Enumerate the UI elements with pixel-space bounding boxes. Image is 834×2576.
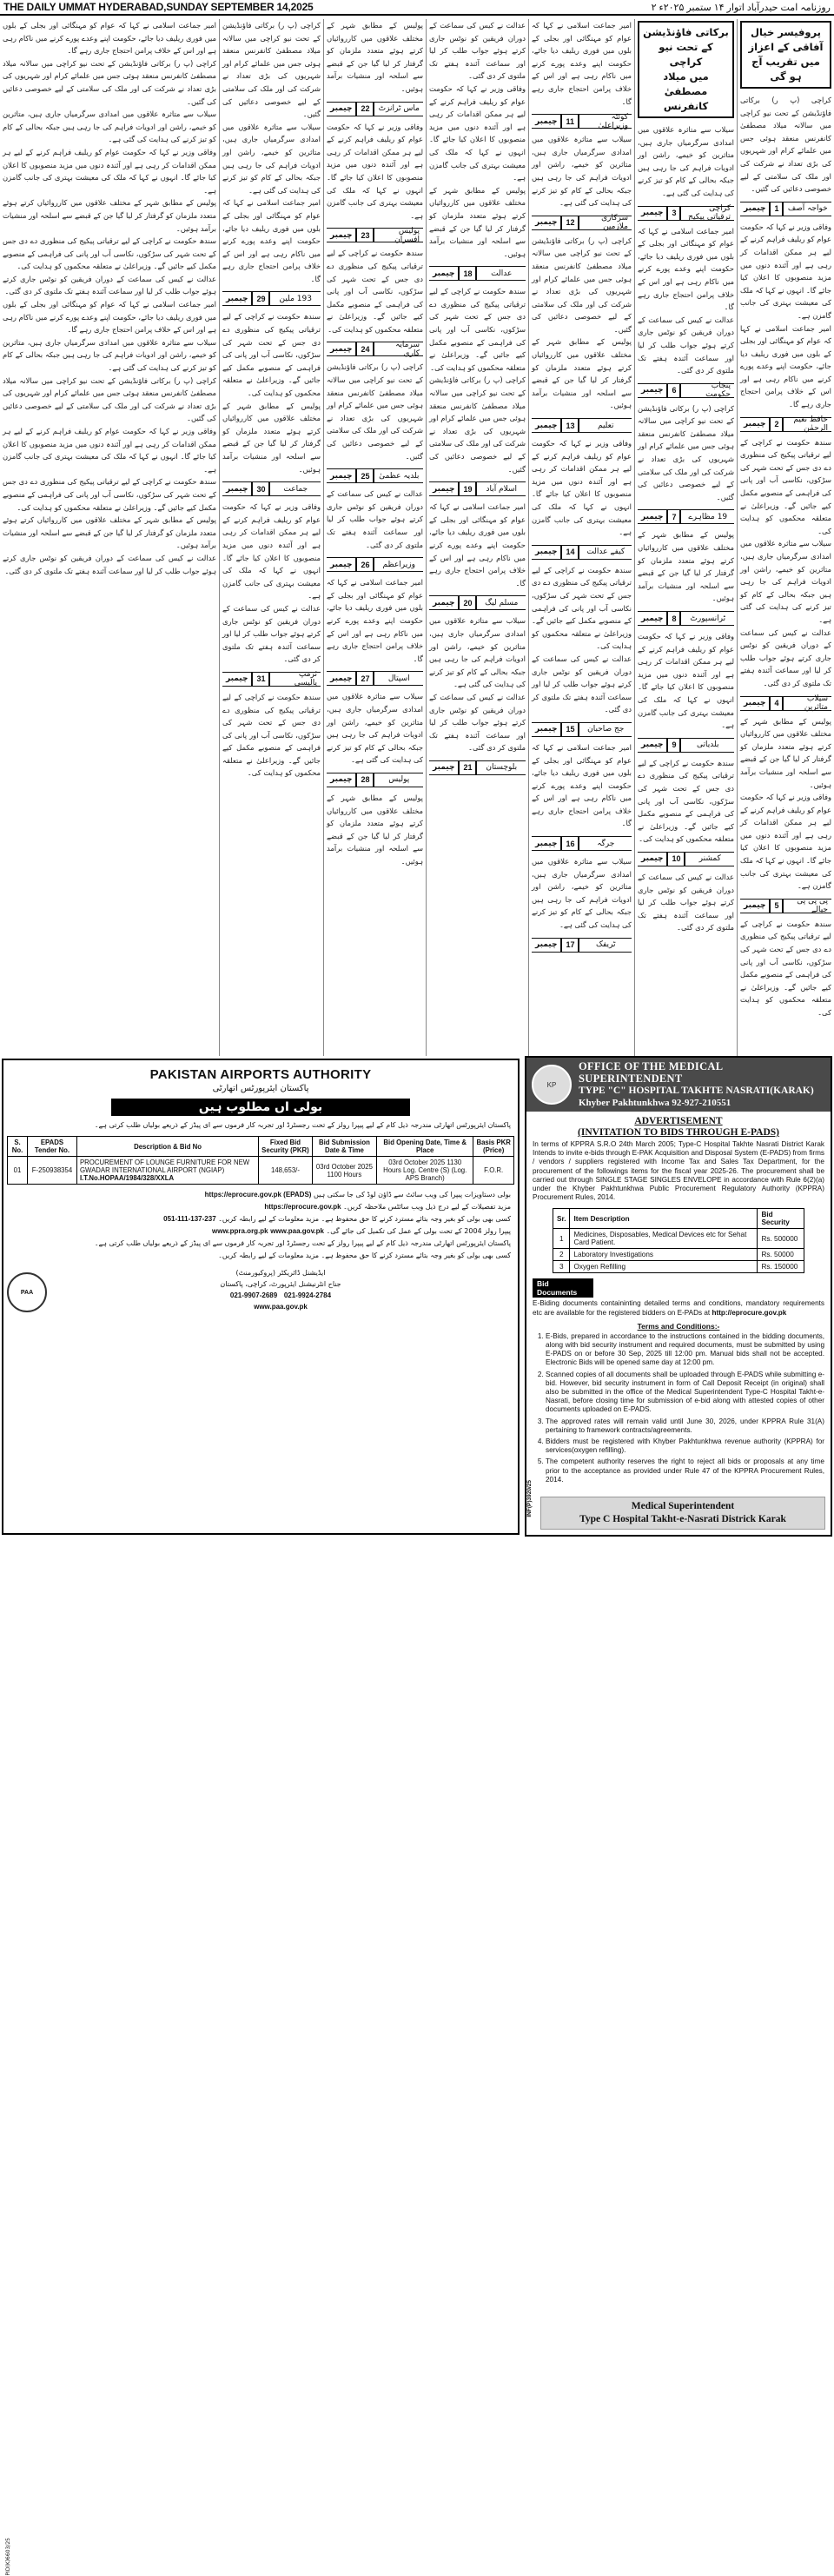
article-text: پولیس کے مطابق شہر کے مختلف علاقوں میں کارروائیاں کرتے ہوئے متعدد ملزمان کو گرفتار کر لیا گیا جن کے قبضے سے اسلحہ اور منشیات برآمد ہوئیں۔ bbox=[327, 793, 423, 866]
table-row: 3 Oxygen Refilling Rs. 150000 bbox=[553, 1261, 804, 1273]
article-text: سیلاب سے متاثرہ علاقوں میں امدادی سرگرمیاں جاری ہیں، متاثرین کو خیمے، راشن اور ادویات فراہم کی جا رہی ہیں جبکہ بحالی کے کام کو تیز کرنے کی ہدایت کی گئی ہے۔ bbox=[638, 125, 734, 197]
article-text: عدالت نے کیس کی سماعت کے دوران فریقین کو نوٹس جاری کرتے ہوئے جواب طلب کر لیا اور سماعت آئندہ ہفتے تک ملتوی کر دی گئی۔ bbox=[532, 654, 632, 714]
section-header: چیمبر 26 وزیراعظم bbox=[327, 557, 423, 572]
article-text: عدالت نے کیس کی سماعت کے دوران فریقین کو نوٹس جاری کرتے ہوئے جواب طلب کر لیا اور سماعت آئندہ ہفتے تک ملتوی کر دی گئی۔ bbox=[429, 692, 526, 753]
article-text: پولیس کے مطابق شہر کے مختلف علاقوں میں کارروائیاں کرتے ہوئے متعدد ملزمان کو گرفتار کر لیا گیا جن کے قبضے سے اسلحہ اور منشیات برآمد ہوئیں۔ bbox=[327, 21, 423, 93]
article-text: سندھ حکومت نے کراچی کے لیے ترقیاتی پیکیج کی منظوری دے دی جس کے تحت شہر کی سڑکوں، نکاسی آب اور پانی کی فراہمی کے منصوبے مکمل کیے جائیں گے۔ وزیراعلیٰ نے متعلقہ محکموں کو ہدایت کی۔ bbox=[222, 312, 321, 398]
paa-para-3: کسی بھی بولی کو بغیر وجہ بتائے مسترد کرنے کا حق محفوظ ہے۔ مزید معلومات کے لیے رابطہ کریں۔ 051-111-137-237 bbox=[163, 1215, 511, 1223]
section-header: چیمبر 11 کوئٹہ وزیراعلیٰ bbox=[532, 114, 632, 129]
section-header: چیمبر 20 مسلم لیگ bbox=[429, 595, 526, 610]
section-header: چیمبر 4 سیلاب متاثرین bbox=[740, 696, 831, 711]
article-text: سیلاب سے متاثرہ علاقوں میں امدادی سرگرمیاں جاری ہیں، متاثرین کو خیمے، راشن اور ادویات فراہم کی جا رہی ہیں جبکہ بحالی کے کام کو تیز کرنے کی ہدایت کی گئی ہے۔ bbox=[222, 122, 321, 195]
paa-website[interactable]: www.paa.gov.pk bbox=[254, 1303, 308, 1311]
article-text: پولیس کے مطابق شہر کے مختلف علاقوں میں کارروائیاں کرتے ہوئے متعدد ملزمان کو گرفتار کر لیا گیا جن کے قبضے سے اسلحہ اور منشیات برآمد ہوئیں۔ bbox=[740, 716, 831, 789]
section-header: چیمبر 6 پنجاب حکومت bbox=[638, 383, 734, 398]
article-text: کراچی (پ ر) برکاتی فاؤنڈیشن کے تحت نیو کراچی میں سالانہ میلاد مصطفیٰ کانفرنس منعقد ہوئی جس میں علمائے کرام اور شہریوں کی بڑی تعداد نے شرکت کی اور ملک کی سلامتی کے لیے خصوصی دعائیں کی گئیں۔ bbox=[532, 236, 632, 334]
section-header: چیمبر 31 ٹرمپ پالیسی bbox=[222, 672, 321, 687]
news-column-1 bbox=[737, 19, 834, 1056]
section-header: چیمبر 18 عدالت bbox=[429, 266, 526, 281]
article-text: وفاقی وزیر نے کہا کہ حکومت عوام کو ریلیف فراہم کرنے کے لیے ہر ممکن اقدامات کر رہی ہے اور آئندہ دنوں میں مزید منصوبوں کا اعلان کیا جائے گا۔ انہوں نے کہا کہ ملک کی معیشت بہتری کی جانب گامزن ہے۔ bbox=[3, 147, 216, 195]
section-header: چیمبر 28 پولیس bbox=[327, 773, 423, 787]
news-column-6 bbox=[219, 19, 323, 1056]
article-text: کراچی (پ ر) برکاتی فاؤنڈیشن کے تحت نیو کراچی میں سالانہ میلاد مصطفیٰ کانفرنس منعقد ہوئی جس میں علمائے کرام اور شہریوں کی بڑی تعداد نے شرکت کی اور ملک کی سلامتی کے لیے خصوصی دعائیں کی گئیں۔ bbox=[429, 375, 526, 474]
article-text: کراچی (پ ر) برکاتی فاؤنڈیشن کے تحت نیو کراچی میں سالانہ میلاد مصطفیٰ کانفرنس منعقد ہوئی جس میں علمائے کرام اور شہریوں کی بڑی تعداد نے شرکت کی اور ملک کی سلامتی کے لیے خصوصی دعائیں کی گئیں۔ bbox=[3, 375, 216, 423]
article-text: امیر جماعت اسلامی نے کہا کہ عوام کو مہنگائی اور بجلی کے بلوں میں فوری ریلیف دیا جائے، حکومت اپنے وعدے پورے کرنے میں ناکام رہی ہے اور اس کے خلاف پرامن احتجاج جاری رہے گا۔ bbox=[3, 21, 216, 56]
section-header: چیمبر 21 بلوچستان bbox=[429, 760, 526, 775]
headline-box bbox=[740, 21, 831, 89]
section-header: چیمبر 15 جج صاحبان bbox=[532, 722, 632, 737]
article-text: سندھ حکومت نے کراچی کے لیے ترقیاتی پیکیج کی منظوری دے دی جس کے تحت شہر کی سڑکوں، نکاسی آب اور پانی کی فراہمی کے منصوبے مکمل کیے جائیں گے۔ وزیراعلیٰ نے متعلقہ محکموں کو ہدایت کی۔ bbox=[222, 692, 321, 778]
headline-line: میں تقریب آج ہو گی bbox=[751, 56, 820, 83]
news-column-5 bbox=[323, 19, 426, 1056]
article-text: سیلاب سے متاثرہ علاقوں میں امدادی سرگرمیاں جاری ہیں، متاثرین کو خیمے، راشن اور ادویات فراہم کی جا رہی ہیں جبکہ بحالی کے کام کو تیز کرنے کی ہدایت کی گئی ہے۔ bbox=[532, 135, 632, 208]
paa-phone: 051-111-137-237 bbox=[163, 1215, 216, 1223]
terms-title: Terms and Conditions:- bbox=[637, 1321, 720, 1331]
paa-tender-table bbox=[7, 1136, 514, 1185]
urdu-dateline: روزنامہ امت حیدرآباد اتوار ۱۴ ستمبر ۲۰۲۵ء ۲ bbox=[651, 2, 831, 13]
paa-intro: پاکستان ایئرپورٹس اتھارٹی مندرجہ ذیل کام کے لیے پیپرا رولز کے تحت رجسٹرڈ اور تجربہ کار فرموں سے ای پیڈز کے ذریعے بولیاں طلب کرتی ہے۔ bbox=[94, 1121, 511, 1129]
article-text: کراچی (پ ر) برکاتی فاؤنڈیشن کے تحت نیو کراچی میں سالانہ میلاد مصطفیٰ کانفرنس منعقد ہوئی جس میں علمائے کرام اور شہریوں کی بڑی تعداد نے شرکت کی اور ملک کی سلامتی کے لیے خصوصی دعائیں کی گئیں۔ bbox=[740, 96, 831, 194]
section-header: چیمبر 25 بلدیہ عظمیٰ bbox=[327, 468, 423, 483]
advertisement-heading: ADVERTISEMENT (INVITATION TO BIDS THROUGH E-PADS) bbox=[578, 1116, 779, 1138]
article-text: امیر جماعت اسلامی نے کہا کہ عوام کو مہنگائی اور بجلی کے بلوں میں فوری ریلیف دیا جائے، حکومت اپنے وعدے پورے کرنے میں ناکام رہی ہے اور اس کے خلاف پرامن احتجاج جاری رہے گا۔ bbox=[429, 502, 526, 588]
article-text: امیر جماعت اسلامی نے کہا کہ عوام کو مہنگائی اور بجلی کے بلوں میں فوری ریلیف دیا جائے، حکومت اپنے وعدے پورے کرنے میں ناکام رہی ہے اور اس کے خلاف پرامن احتجاج جاری رہے گا۔ bbox=[532, 742, 632, 828]
paa-intro-repeat: پاکستان ایئرپورٹس اتھارٹی مندرجہ ذیل کام کے لیے پیپرا رولز کے تحت رجسٹرڈ اور تجربہ کار فرموں سے ای پیڈز کے ذریعے بولیاں طلب کرتی ہے۔ bbox=[94, 1239, 511, 1247]
section-header: چیمبر 9 بلدیاتی bbox=[638, 738, 734, 753]
section-header: چیمبر 13 تعلیم bbox=[532, 418, 632, 433]
section-header: چیمبر 30 جماعت bbox=[222, 481, 321, 496]
newspaper-title: THE DAILY UMMAT HYDERABAD,SUNDAY SEPTEMBER 14,2025 bbox=[3, 1, 314, 13]
section-header: چیمبر 2 حافظ نعیم الرحمٰن bbox=[740, 417, 831, 432]
article-text: سندھ حکومت نے کراچی کے لیے ترقیاتی پیکیج کی منظوری دے دی جس کے تحت شہر کی سڑکوں، نکاسی آب اور پانی کی فراہمی کے منصوبے مکمل کیے جائیں گے۔ وزیراعلیٰ نے متعلقہ محکموں کو ہدایت کی۔ bbox=[740, 437, 831, 535]
list-item: 3. The approved rates will remain valid until June 30, 2026, under KPPRA Rule 31(A) pertaining to framework contracts/agreements. bbox=[546, 1417, 824, 1435]
paa-footer bbox=[7, 1267, 514, 1312]
eprocure-link[interactable]: https://eprocure.gov.pk (EPADS) bbox=[204, 1191, 312, 1198]
article-text: کراچی (پ ر) برکاتی فاؤنڈیشن کے تحت نیو کراچی میں سالانہ میلاد مصطفیٰ کانفرنس منعقد ہوئی جس میں علمائے کرام اور شہریوں کی بڑی تعداد نے شرکت کی اور ملک کی سلامتی کے لیے خصوصی دعائیں کی گئیں۔ bbox=[638, 403, 734, 501]
article-text: پولیس کے مطابق شہر کے مختلف علاقوں میں کارروائیاں کرتے ہوئے متعدد ملزمان کو گرفتار کر لیا گیا جن کے قبضے سے اسلحہ اور منشیات برآمد ہوئیں۔ bbox=[638, 530, 734, 603]
cell-opening: 03rd October 2025 1130 Hours Log. Centre (S) (Log. APS Branch) bbox=[377, 1157, 473, 1185]
table-header: Description & Bid No bbox=[76, 1137, 258, 1157]
list-item: 2. Scanned copies of all documents shall be uploaded through E-PADS while submitting e-bid. However, bid security instrument in form of Call Deposit Receipt (in original) shall also be submitted in the office of the Medical Superintendent Type-C Hospital Takht-e-Nasrati, before closing time for submission of e-bid along with attested copies of other documents uploaded on E-PADS. bbox=[546, 1371, 824, 1415]
paa-banner: بولی اں مطلوب ہیں bbox=[111, 1099, 410, 1116]
hospital-name: TYPE "C" HOSPITAL TAKHTE NASRATI(KARAK) bbox=[579, 1086, 814, 1096]
news-column-3 bbox=[528, 19, 634, 1056]
cell-security: 148,653/- bbox=[259, 1157, 313, 1185]
article-text: وفاقی وزیر نے کہا کہ حکومت عوام کو ریلیف فراہم کرنے کے لیے ہر ممکن اقدامات کر رہی ہے اور آئندہ دنوں میں مزید منصوبوں کا اعلان کیا جائے گا۔ انہوں نے کہا کہ ملک کی معیشت بہتری کی جانب گامزن ہے۔ bbox=[222, 502, 321, 601]
article-text: کراچی (پ ر) برکاتی فاؤنڈیشن کے تحت نیو کراچی میں سالانہ میلاد مصطفیٰ کانفرنس منعقد ہوئی جس میں علمائے کرام اور شہریوں کی بڑی تعداد نے شرکت کی اور ملک کی سلامتی کے لیے خصوصی دعائیں کی گئیں۔ bbox=[222, 21, 321, 119]
paa-title: PAKISTAN AIRPORTS AUTHORITY bbox=[149, 1067, 372, 1082]
article-text: کراچی (پ ر) برکاتی فاؤنڈیشن کے تحت نیو کراچی میں سالانہ میلاد مصطفیٰ کانفرنس منعقد ہوئی جس میں علمائے کرام اور شہریوں کی بڑی تعداد نے شرکت کی اور ملک کی سلامتی کے لیے خصوصی دعائیں کی گئیں۔ bbox=[327, 362, 423, 461]
article-text: عدالت نے کیس کی سماعت کے دوران فریقین کو نوٹس جاری کرتے ہوئے جواب طلب کر لیا اور سماعت آئندہ ہفتے تک ملتوی کر دی گئی۔ bbox=[638, 315, 734, 375]
signature-block: Medical Superintendent Type C Hospital Takht-e-Nasrati Districk Karak bbox=[540, 1497, 825, 1530]
eprocure-link-2[interactable]: https://eprocure.gov.pk bbox=[264, 1203, 341, 1211]
article-text: سیلاب سے متاثرہ علاقوں میں امدادی سرگرمیاں جاری ہیں، متاثرین کو خیمے، راشن اور ادویات فراہم کی جا رہی ہیں جبکہ بحالی کے کام کو تیز کرنے کی ہدایت کی گئی ہے۔ bbox=[532, 857, 632, 930]
article-text: عدالت نے کیس کی سماعت کے دوران فریقین کو نوٹس جاری کرتے ہوئے جواب طلب کر لیا اور سماعت آئندہ ہفتے تک ملتوی کر دی گئی۔ bbox=[740, 627, 831, 687]
headline-line: پروفیسر خیال آفاقی کے اعزاز bbox=[748, 26, 824, 53]
article-text: سندھ حکومت نے کراچی کے لیے ترقیاتی پیکیج کی منظوری دے دی جس کے تحت شہر کی سڑکوں، نکاسی آب اور پانی کی فراہمی کے منصوبے مکمل کیے جائیں گے۔ وزیراعلیٰ نے متعلقہ محکموں کو ہدایت کی۔ bbox=[3, 477, 216, 512]
article-text: وفاقی وزیر نے کہا کہ حکومت عوام کو ریلیف فراہم کرنے کے لیے ہر ممکن اقدامات کر رہی ہے اور آئندہ دنوں میں مزید منصوبوں کا اعلان کیا جائے گا۔ انہوں نے کہا کہ ملک کی معیشت بہتری کی جانب گامزن ہے۔ bbox=[532, 439, 632, 537]
article-text: سندھ حکومت نے کراچی کے لیے ترقیاتی پیکیج کی منظوری دے دی جس کے تحت شہر کی سڑکوں، نکاسی آب اور پانی کی فراہمی کے منصوبے مکمل کیے جائیں گے۔ وزیراعلیٰ نے متعلقہ محکموں کو ہدایت کی۔ bbox=[638, 758, 734, 844]
section-header: چیمبر 10 کمشنر bbox=[638, 852, 734, 866]
headline-line: برکاتی فاؤنڈیشن کے تحت نیو کراچی bbox=[643, 26, 729, 68]
article-text: وفاقی وزیر نے کہا کہ حکومت عوام کو ریلیف فراہم کرنے کے لیے ہر ممکن اقدامات کر رہی ہے اور آئندہ دنوں میں مزید منصوبوں کا اعلان کیا جائے گا۔ انہوں نے کہا کہ ملک کی معیشت بہتری کی جانب گامزن ہے۔ bbox=[740, 793, 831, 891]
section-header: چیمبر 14 کیفے عدالت bbox=[532, 545, 632, 560]
article-text: عدالت نے کیس کی سماعت کے دوران فریقین کو نوٹس جاری کرتے ہوئے جواب طلب کر لیا اور سماعت آئندہ ہفتے تک ملتوی کر دی گئی۔ bbox=[3, 553, 216, 575]
section-header: چیمبر 24 سرمایہ کاری bbox=[327, 342, 423, 356]
article-text: امیر جماعت اسلامی نے کہا کہ عوام کو مہنگائی اور بجلی کے بلوں میں فوری ریلیف دیا جائے، حکومت اپنے وعدے پورے کرنے میں ناکام رہی ہے اور اس کے خلاف پرامن احتجاج جاری رہے گا۔ bbox=[740, 323, 831, 409]
table-header: Item Description bbox=[570, 1209, 758, 1229]
office-title: OFFICE OF THE MEDICAL SUPERINTENDENT bbox=[579, 1060, 723, 1085]
table-header: S. No. bbox=[8, 1137, 28, 1157]
news-column-4 bbox=[426, 19, 528, 1056]
cell-submission: 03rd October 2025 1100 Hours bbox=[312, 1157, 376, 1185]
table-row bbox=[8, 1157, 514, 1185]
article-text: پولیس کے مطابق شہر کے مختلف علاقوں میں کارروائیاں کرتے ہوئے متعدد ملزمان کو گرفتار کر لیا گیا جن کے قبضے سے اسلحہ اور منشیات برآمد ہوئیں۔ bbox=[532, 337, 632, 410]
paa-para-repeat: کسی بھی بولی کو بغیر وجہ بتائے مسترد کرنے کا حق محفوظ ہے۔ مزید معلومات کے لیے رابطہ کریں۔ bbox=[218, 1251, 511, 1259]
hospital-region: Khyber Pakhtunkhwa 92-927-210551 bbox=[579, 1098, 731, 1108]
section-header: چیمبر 3 کراچی ترقیاتی پیکیج bbox=[638, 206, 734, 221]
cell-basis: F.O.R. bbox=[473, 1157, 514, 1185]
article-text: عدالت نے کیس کی سماعت کے دوران فریقین کو نوٹس جاری کرتے ہوئے جواب طلب کر لیا اور سماعت آئندہ ہفتے تک ملتوی کر دی گئی۔ bbox=[638, 872, 734, 933]
table-row: 1 Medicines, Disposables, Medical Devices etc for Sehat Card Patient. Rs. 500000 bbox=[553, 1229, 804, 1249]
paa-tender-ad bbox=[2, 1059, 520, 2576]
ppra-link[interactable]: www.ppra.org.pk bbox=[212, 1227, 268, 1235]
article-text: سندھ حکومت نے کراچی کے لیے ترقیاتی پیکیج کی منظوری دے دی جس کے تحت شہر کی سڑکوں، نکاسی آب اور پانی کی فراہمی کے منصوبے مکمل کیے جائیں گے۔ وزیراعلیٰ نے متعلقہ محکموں کو ہدایت کی۔ bbox=[327, 249, 423, 334]
table-header: Bid Submission Date & Time bbox=[312, 1137, 376, 1157]
article-text: سندھ حکومت نے کراچی کے لیے ترقیاتی پیکیج کی منظوری دے دی جس کے تحت شہر کی سڑکوں، نکاسی آب اور پانی کی فراہمی کے منصوبے مکمل کیے جائیں گے۔ وزیراعلیٰ نے متعلقہ محکموں کو ہدایت کی۔ bbox=[3, 236, 216, 271]
article-text: وفاقی وزیر نے کہا کہ حکومت عوام کو ریلیف فراہم کرنے کے لیے ہر ممکن اقدامات کر رہی ہے اور آئندہ دنوں میں مزید منصوبوں کا اعلان کیا جائے گا۔ انہوں نے کہا کہ ملک کی معیشت بہتری کی جانب گامزن ہے۔ bbox=[740, 222, 831, 320]
article-text: عدالت نے کیس کی سماعت کے دوران فریقین کو نوٹس جاری کرتے ہوئے جواب طلب کر لیا اور سماعت آئندہ ہفتے تک ملتوی کر دی گئی۔ bbox=[327, 489, 423, 549]
section-header: چیمبر 16 جرگہ bbox=[532, 836, 632, 851]
section-header: چیمبر 12 سرکاری ملازمین bbox=[532, 216, 632, 230]
article-text: سیلاب سے متاثرہ علاقوں میں امدادی سرگرمیاں جاری ہیں، متاثرین کو خیمے، راشن اور ادویات فراہم کی جا رہی ہیں جبکہ بحالی کے کام کو تیز کرنے کی ہدایت کی گئی ہے۔ bbox=[3, 337, 216, 373]
paa-para-2: مزید تفصیلات کے لیے درج ذیل ویب سائٹس ملاحظہ کریں۔ https://eprocure.gov.pk bbox=[264, 1203, 511, 1211]
section-header: چیمبر 19 اسلام آباد bbox=[429, 481, 526, 496]
section-header: چیمبر 1 خواجہ آصف bbox=[740, 202, 831, 216]
eprocure-url[interactable]: http://eprocure.gov.pk bbox=[712, 1308, 787, 1317]
list-item: 5. The competent authority reserves the right to reject all bids or proposals at any time prior to the acceptance as provided under Rule 47 of the KPPRA Procurement Rules, 2014. bbox=[546, 1457, 824, 1484]
cell-description: PROCUREMENT OF LOUNGE FURNITURE FOR NEW GWADAR INTERNATIONAL AIRPORT (NGIAP) I.T.No.HOPAA/1984/328/XXLA bbox=[76, 1157, 258, 1185]
table-header: Sr. bbox=[553, 1209, 570, 1229]
list-item: 1. E-Bids, prepared in accordance to the instructions contained in the bidding documents, along with bid security instrument and required documents, must be submitted by using E-PADS on or before 30 Sep, 2025 till 12:00 pm. Manual bids shall not be accepted. Electronic Bids will be opened same day at 12:00 pm. bbox=[546, 1332, 824, 1368]
article-text: پولیس کے مطابق شہر کے مختلف علاقوں میں کارروائیاں کرتے ہوئے متعدد ملزمان کو گرفتار کر لیا گیا جن کے قبضے سے اسلحہ اور منشیات برآمد ہوئیں۔ bbox=[222, 401, 321, 474]
section-header: چیمبر 23 پولیس افسران bbox=[327, 228, 423, 242]
section-header: چیمبر 5 پی پی پی جیالے bbox=[740, 899, 831, 913]
news-columns bbox=[0, 19, 834, 1056]
article-text: سیلاب سے متاثرہ علاقوں میں امدادی سرگرمیاں جاری ہیں، متاثرین کو خیمے، راشن اور ادویات فراہم کی جا رہی ہیں جبکہ بحالی کے کام کو تیز کرنے کی ہدایت کی گئی ہے۔ bbox=[327, 692, 423, 765]
article-text: کراچی (پ ر) برکاتی فاؤنڈیشن کے تحت نیو کراچی میں سالانہ میلاد مصطفیٰ کانفرنس منعقد ہوئی جس میں علمائے کرام اور شہریوں کی بڑی تعداد نے شرکت کی اور ملک کی سلامتی کے لیے خصوصی دعائیں کی گئیں۔ bbox=[3, 58, 216, 106]
bid-documents-label: Bid Documents bbox=[533, 1278, 593, 1298]
paa-link[interactable]: www.paa.gov.pk bbox=[270, 1227, 324, 1235]
table-header: EPADS Tender No. bbox=[28, 1137, 77, 1157]
table-row: 2 Laboratory Investigations Rs. 50000 bbox=[553, 1249, 804, 1261]
article-text: سندھ حکومت نے کراچی کے لیے ترقیاتی پیکیج کی منظوری دے دی جس کے تحت شہر کی سڑکوں، نکاسی آب اور پانی کی فراہمی کے منصوبے مکمل کیے جائیں گے۔ وزیراعلیٰ نے متعلقہ محکموں کو ہدایت کی۔ bbox=[740, 919, 831, 1017]
section-header: چیمبر 22 ماس ٹرانزٹ bbox=[327, 102, 423, 116]
table-header: Bid Opening Date, Time & Place bbox=[377, 1137, 473, 1157]
article-text: پولیس کے مطابق شہر کے مختلف علاقوں میں کارروائیاں کرتے ہوئے متعدد ملزمان کو گرفتار کر لیا گیا جن کے قبضے سے اسلحہ اور منشیات برآمد ہوئیں۔ bbox=[3, 515, 216, 550]
hospital-tender-ad bbox=[525, 1056, 832, 1537]
table-header: Bid Security bbox=[758, 1209, 804, 1229]
phone: 021-9924-2784 bbox=[283, 1291, 332, 1299]
paa-para-4: پیپرا رولز 2004 کے تحت بولی کے عمل کی تکمیل کی جائے گی۔ www.ppra.org.pk www.paa.gov.pk bbox=[212, 1227, 511, 1235]
article-text: سیلاب سے متاثرہ علاقوں میں امدادی سرگرمیاں جاری ہیں، متاثرین کو خیمے، راشن اور ادویات فراہم کی جا رہی ہیں جبکہ بحالی کے کام کو تیز کرنے کی ہدایت کی گئی ہے۔ bbox=[3, 110, 216, 144]
hospital-intro: In terms of KPPRA S.R.O 24th March 2005; Type-C Hospital Takhte Nasrati District Karak Intends to invite e-bids through E-PAK Acquisition and Disposal System (E-PADS) from firms / vendors / suppliers registered with Income Tax and Sales Tax Department, for the procurement of the followings items for the fiscal year 2025-26. The procurement shall be carried out through SINGLE STAGE SINGLES ENVELOPE in accordance with Rule 6(2)(a) under the Khyber Pakhtunkhwa Public Procurement Regulatory Authority (KPPRA) Procurement Rules, 2014. bbox=[533, 1140, 824, 1202]
headline-line: میں میلاد مصطفیٰ کانفرنس bbox=[663, 70, 709, 112]
list-item: 4. Bidders must be registered with Khyber Pakhtunkhwa revenue authority (KPPRA) for services(oxygen refilling). bbox=[546, 1437, 824, 1455]
headline-box bbox=[638, 21, 734, 118]
article-text: امیر جماعت اسلامی نے کہا کہ عوام کو مہنگائی اور بجلی کے بلوں میں فوری ریلیف دیا جائے، حکومت اپنے وعدے پورے کرنے میں ناکام رہی ہے اور اس کے خلاف پرامن احتجاج جاری رہے گا۔ bbox=[3, 300, 216, 335]
section-header: چیمبر 7 19 مظاہرے bbox=[638, 509, 734, 524]
article-text: وفاقی وزیر نے کہا کہ حکومت عوام کو ریلیف فراہم کرنے کے لیے ہر ممکن اقدامات کر رہی ہے اور آئندہ دنوں میں مزید منصوبوں کا اعلان کیا جائے گا۔ انہوں نے کہا کہ ملک کی معیشت بہتری کی جانب گامزن ہے۔ bbox=[327, 122, 423, 220]
hospital-items-table bbox=[553, 1208, 804, 1273]
paa-urdu-title: پاکستان ایئرپورٹس اتھارٹی bbox=[212, 1084, 309, 1093]
article-text: امیر جماعت اسلامی نے کہا کہ عوام کو مہنگائی اور بجلی کے بلوں میں فوری ریلیف دیا جائے، حکومت اپنے وعدے پورے کرنے میں ناکام رہی ہے اور اس کے خلاف پرامن احتجاج جاری رہے گا۔ bbox=[327, 578, 423, 663]
article-text: وفاقی وزیر نے کہا کہ حکومت عوام کو ریلیف فراہم کرنے کے لیے ہر ممکن اقدامات کر رہی ہے اور آئندہ دنوں میں مزید منصوبوں کا اعلان کیا جائے گا۔ انہوں نے کہا کہ ملک کی معیشت بہتری کی جانب گامزن ہے۔ bbox=[638, 632, 734, 730]
article-text: عدالت نے کیس کی سماعت کے دوران فریقین کو نوٹس جاری کرتے ہوئے جواب طلب کر لیا اور سماعت آئندہ ہفتے تک ملتوی کر دی گئی۔ bbox=[222, 603, 321, 664]
phone: 021-9907-2689 bbox=[229, 1291, 278, 1299]
article-text: عدالت نے کیس کی سماعت کے دوران فریقین کو نوٹس جاری کرتے ہوئے جواب طلب کر لیا اور سماعت آئندہ ہفتے تک ملتوی کر دی گئی۔ bbox=[429, 21, 526, 81]
article-text: پولیس کے مطابق شہر کے مختلف علاقوں میں کارروائیاں کرتے ہوئے متعدد ملزمان کو گرفتار کر لیا گیا جن کے قبضے سے اسلحہ اور منشیات برآمد ہوئیں۔ bbox=[3, 198, 216, 233]
article-text: امیر جماعت اسلامی نے کہا کہ عوام کو مہنگائی اور بجلی کے بلوں میں فوری ریلیف دیا جائے، حکومت اپنے وعدے پورے کرنے میں ناکام رہی ہے اور اس کے خلاف پرامن احتجاج جاری رہے گا۔ bbox=[222, 198, 321, 283]
article-text: سندھ حکومت نے کراچی کے لیے ترقیاتی پیکیج کی منظوری دے دی جس کے تحت شہر کی سڑکوں، نکاسی آب اور پانی کی فراہمی کے منصوبے مکمل کیے جائیں گے۔ وزیراعلیٰ نے متعلقہ محکموں کو ہدایت کی۔ bbox=[429, 287, 526, 372]
section-header: چیمبر 17 ٹریفک bbox=[532, 938, 632, 953]
section-header: چیمبر 8 ٹرانسپورٹ bbox=[638, 611, 734, 626]
article-text: امیر جماعت اسلامی نے کہا کہ عوام کو مہنگائی اور بجلی کے بلوں میں فوری ریلیف دیا جائے، حکومت اپنے وعدے پورے کرنے میں ناکام رہی ہے اور اس کے خلاف پرامن احتجاج جاری رہے گا۔ bbox=[638, 226, 734, 312]
table-header: Fixed Bid Security (PKR) bbox=[259, 1137, 313, 1157]
paa-para-1: بولی دستاویزات پیپرا کی ویب سائٹ سے ڈاؤن لوڈ کی جا سکتی ہیں https://eprocure.gov.pk (EPADS) bbox=[204, 1191, 511, 1198]
section-header: چیمبر 27 اسپتال bbox=[327, 671, 423, 686]
cell-sno: 01 bbox=[8, 1157, 28, 1185]
article-text: امیر جماعت اسلامی نے کہا کہ عوام کو مہنگائی اور بجلی کے بلوں میں فوری ریلیف دیا جائے، حکومت اپنے وعدے پورے کرنے میں ناکام رہی ہے اور اس کے خلاف پرامن احتجاج جاری رہے گا۔ bbox=[532, 21, 632, 106]
paa-contact: ایڈیشنل ڈائریکٹر (پروکیورمنٹ) جناح انٹرنیشنل ایئرپورٹ، کراچی، پاکستان 021-9924-2784 021-9907-2689 www.paa.gov.pk bbox=[47, 1267, 514, 1312]
terms-list bbox=[526, 1332, 831, 1484]
article-text: سیلاب سے متاثرہ علاقوں میں امدادی سرگرمیاں جاری ہیں، متاثرین کو خیمے، راشن اور ادویات فراہم کی جا رہی ہیں جبکہ بحالی کے کام کو تیز کرنے کی ہدایت کی گئی ہے۔ bbox=[429, 616, 526, 689]
masthead bbox=[0, 0, 834, 16]
cell-tender: F-250938354 bbox=[28, 1157, 77, 1185]
article-text: پولیس کے مطابق شہر کے مختلف علاقوں میں کارروائیاں کرتے ہوئے متعدد ملزمان کو گرفتار کر لیا گیا جن کے قبضے سے اسلحہ اور منشیات برآمد ہوئیں۔ bbox=[429, 185, 526, 258]
section-header: چیمبر 29 193 ملین bbox=[222, 291, 321, 306]
article-text: سندھ حکومت نے کراچی کے لیے ترقیاتی پیکیج کی منظوری دے دی جس کے تحت شہر کی سڑکوں، نکاسی آب اور پانی کی فراہمی کے منصوبے مکمل کیے جائیں گے۔ وزیراعلیٰ نے متعلقہ محکموں کو ہدایت کی۔ bbox=[532, 565, 632, 651]
article-text: وفاقی وزیر نے کہا کہ حکومت عوام کو ریلیف فراہم کرنے کے لیے ہر ممکن اقدامات کر رہی ہے اور آئندہ دنوں میں مزید منصوبوں کا اعلان کیا جائے گا۔ انہوں نے کہا کہ ملک کی معیشت بہتری کی جانب گامزن ہے۔ bbox=[429, 83, 526, 183]
inf-code: INF(P)3920/25 bbox=[526, 1480, 533, 1517]
kp-emblem-icon: KP bbox=[532, 1065, 572, 1105]
bid-documents-text: E-Biding documents containinting detailed terms and conditions, mandatory requirements etc are available for the registered bidders on E-PADs at http://eprocure.gov.pk bbox=[533, 1299, 824, 1317]
article-text: وفاقی وزیر نے کہا کہ حکومت عوام کو ریلیف فراہم کرنے کے لیے ہر ممکن اقدامات کر رہی ہے اور آئندہ دنوں میں مزید منصوبوں کا اعلان کیا جائے گا۔ انہوں نے کہا کہ ملک کی معیشت بہتری کی جانب گامزن ہے۔ bbox=[3, 427, 216, 474]
pid-code: PID(K)6603/25 bbox=[5, 2538, 11, 2576]
hospital-header bbox=[526, 1058, 831, 1112]
news-column-2 bbox=[634, 19, 737, 1056]
paa-logo: PAA bbox=[7, 1272, 47, 1312]
table-header: Basis PKR (Price) bbox=[473, 1137, 514, 1157]
article-text: عدالت نے کیس کی سماعت کے دوران فریقین کو نوٹس جاری کرتے ہوئے جواب طلب کر لیا اور سماعت آئندہ ہفتے تک ملتوی کر دی گئی۔ bbox=[3, 274, 216, 296]
article-text: سیلاب سے متاثرہ علاقوں میں امدادی سرگرمیاں جاری ہیں، متاثرین کو خیمے، راشن اور ادویات فراہم کی جا رہی ہیں جبکہ بحالی کے کام کو تیز کرنے کی ہدایت کی گئی ہے۔ bbox=[740, 539, 831, 624]
news-column-7 bbox=[0, 19, 219, 1056]
